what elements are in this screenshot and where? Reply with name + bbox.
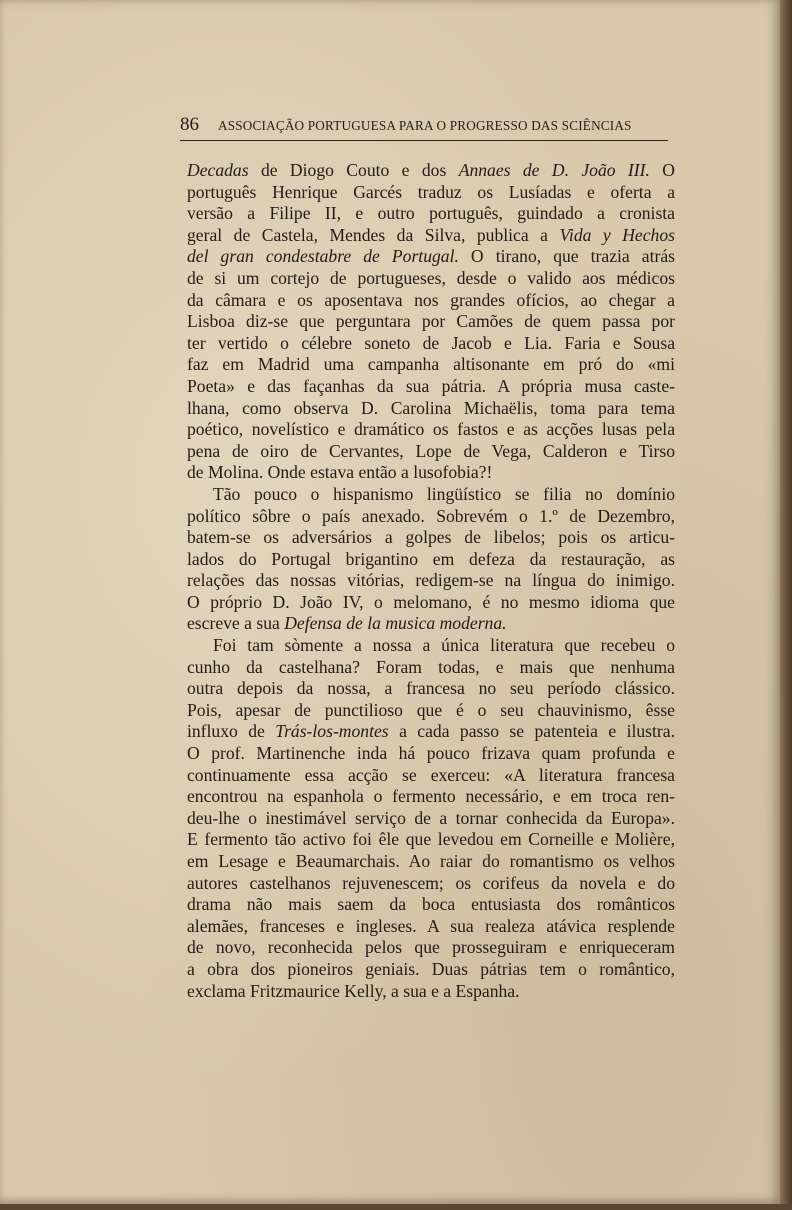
text-segment: deu-lhe o inestimável serviço de a tornar conhecida da Europa». xyxy=(187,807,675,828)
text-line xyxy=(187,721,675,743)
text-segment: de Molina. Onde estava então a lusofobia?! xyxy=(187,462,493,483)
text-line xyxy=(187,613,675,635)
text-line xyxy=(187,981,675,1003)
text-segment: batem-se os adversários a golpes de libelos; pois os articu- xyxy=(187,527,675,548)
text-segment: de novo, reconhecida pelos que prosseguiram e enriqueceram xyxy=(187,937,675,958)
page-header xyxy=(180,114,668,141)
italic-text-segment: Trás-los-montes xyxy=(275,721,389,742)
page-edge-bottom xyxy=(0,1204,792,1210)
text-line xyxy=(187,354,675,376)
italic-text-segment: Annaes de D. João III. xyxy=(458,160,650,180)
text-segment: alemães, franceses e ingleses. A sua realeza atávica resplende xyxy=(187,915,675,936)
text-segment: Foi tam sòmente a nossa a única literatura que recebeu o xyxy=(213,635,675,656)
text-segment: geral de Castela, Mendes da Silva, publica a xyxy=(187,224,560,245)
text-segment: O prof. Martinenche inda há pouco frizava quam profunda e xyxy=(187,743,675,764)
text-segment: relações das nossas vitórias, redigem-se na língua do inimigo. xyxy=(187,570,675,591)
text-line xyxy=(187,441,675,463)
text-segment: O tirano, que trazia atrás xyxy=(458,246,675,267)
text-segment: português Henrique Garcés traduz os Lusíadas e oferta a xyxy=(187,181,675,202)
text-line xyxy=(187,786,675,808)
italic-text-segment: Vida y Hechos xyxy=(559,224,675,245)
text-segment: E fermento tão activo foi êle que levedou em Corneille e Molière, xyxy=(187,829,675,850)
text-line xyxy=(187,225,675,247)
italic-text-segment: Decadas xyxy=(187,160,249,180)
page-number: 86 xyxy=(180,114,199,135)
text-line xyxy=(187,743,675,765)
text-line xyxy=(187,246,675,268)
running-title: ASSOCIAÇÃO PORTUGUESA PARA O PROGRESSO DAS SCIÊNCIAS xyxy=(218,118,632,133)
text-line xyxy=(187,333,675,355)
text-line xyxy=(187,851,675,873)
text-segment: Pois, apesar de punctilioso que é o seu chauvinismo, êsse xyxy=(187,699,675,720)
text-segment: outra depois da nossa, a francesa no seu período clássico. xyxy=(187,678,675,699)
text-line xyxy=(187,592,675,614)
text-segment: exclama Fritzmaurice Kelly, a sua e a Espanha. xyxy=(187,980,520,1001)
text-segment: continuamente essa acção se exerceu: «A literatura francesa xyxy=(187,764,675,785)
text-segment: autores castelhanos rejuvenescem; os corifeus da novela e do xyxy=(187,872,675,893)
text-segment: influxo de xyxy=(187,721,276,742)
text-segment: político sôbre o país anexado. Sobrevém o 1.º de Dezembro, xyxy=(187,505,675,526)
text-segment: a obra dos pioneiros geniais. Duas pátrias tem o romântico, xyxy=(187,958,675,979)
text-line xyxy=(187,506,675,528)
text-line xyxy=(187,419,675,441)
text-line xyxy=(187,937,675,959)
body-text xyxy=(187,160,675,1002)
text-segment: lhana, como observa D. Carolina Michaëlis, toma para tema xyxy=(187,397,675,418)
text-line xyxy=(187,894,675,916)
text-segment: versão a Filipe II, e outro português, guindado a cronista xyxy=(187,203,675,224)
text-line xyxy=(187,203,675,225)
text-line xyxy=(187,398,675,420)
text-segment: de si um cortejo de portugueses, desde o valido aos médicos xyxy=(187,267,675,288)
text-line xyxy=(187,549,675,571)
italic-text-segment: Defensa de la musica moderna. xyxy=(284,613,507,634)
text-line xyxy=(187,182,675,204)
text-segment: encontrou na espanhola o fermento necessário, e em troca ren- xyxy=(187,786,675,807)
text-line xyxy=(187,268,675,290)
text-segment: escreve a sua xyxy=(187,613,285,634)
text-line xyxy=(187,376,675,398)
text-segment: O próprio D. João IV, o melomano, é no mesmo idioma que xyxy=(187,591,675,612)
text-line xyxy=(187,635,675,657)
text-line xyxy=(187,700,675,722)
text-line xyxy=(187,484,675,506)
text-segment: em Lesage e Beaumarchais. Ao raiar do romantismo os velhos xyxy=(187,851,675,871)
text-line xyxy=(187,311,675,333)
text-line xyxy=(187,570,675,592)
text-segment: poético, novelístico e dramático os fastos e as acções lusas pela xyxy=(187,419,675,440)
text-segment: de Diogo Couto e dos xyxy=(248,160,459,180)
text-line xyxy=(187,959,675,981)
text-line xyxy=(187,873,675,895)
text-segment: Tão pouco o hispanismo lingüístico se filia no domínio xyxy=(213,483,675,504)
text-segment: cunho da castelhana? Foram todas, e mais que nenhuma xyxy=(187,656,675,677)
text-segment: da câmara e os aposentava nos grandes ofícios, ao chegar a xyxy=(187,289,675,310)
page-edge-right xyxy=(780,0,792,1210)
text-line xyxy=(187,678,675,700)
text-line xyxy=(187,160,675,182)
text-segment: drama não mais saem da boca entusiasta dos românticos xyxy=(187,894,675,915)
text-segment: lados do Portugal brigantino em defeza da restauração, as xyxy=(187,548,675,569)
text-line xyxy=(187,657,675,679)
text-segment: pena de oiro de Cervantes, Lope de Vega, Calderon e Tirso xyxy=(187,440,675,461)
text-line xyxy=(187,765,675,787)
text-line xyxy=(187,462,675,484)
text-line xyxy=(187,916,675,938)
text-line xyxy=(187,829,675,851)
text-segment: a cada passo se patenteia e ilustra. xyxy=(388,721,675,742)
text-segment: faz em Madrid uma campanha altisonante em pró do «mi xyxy=(187,354,675,375)
text-segment: O xyxy=(649,160,675,180)
text-line xyxy=(187,527,675,549)
text-segment: Poeta» e das façanhas da sua pátria. A própria musa caste- xyxy=(187,375,675,396)
text-line xyxy=(187,290,675,312)
italic-text-segment: del gran condestabre de Portugal. xyxy=(187,246,459,267)
text-line xyxy=(187,808,675,830)
text-segment: Lisboa diz-se que perguntara por Camões de quem passa por xyxy=(187,311,675,332)
text-segment: ter vertido o célebre soneto de Jacob e Lia. Faria e Sousa xyxy=(187,332,675,353)
